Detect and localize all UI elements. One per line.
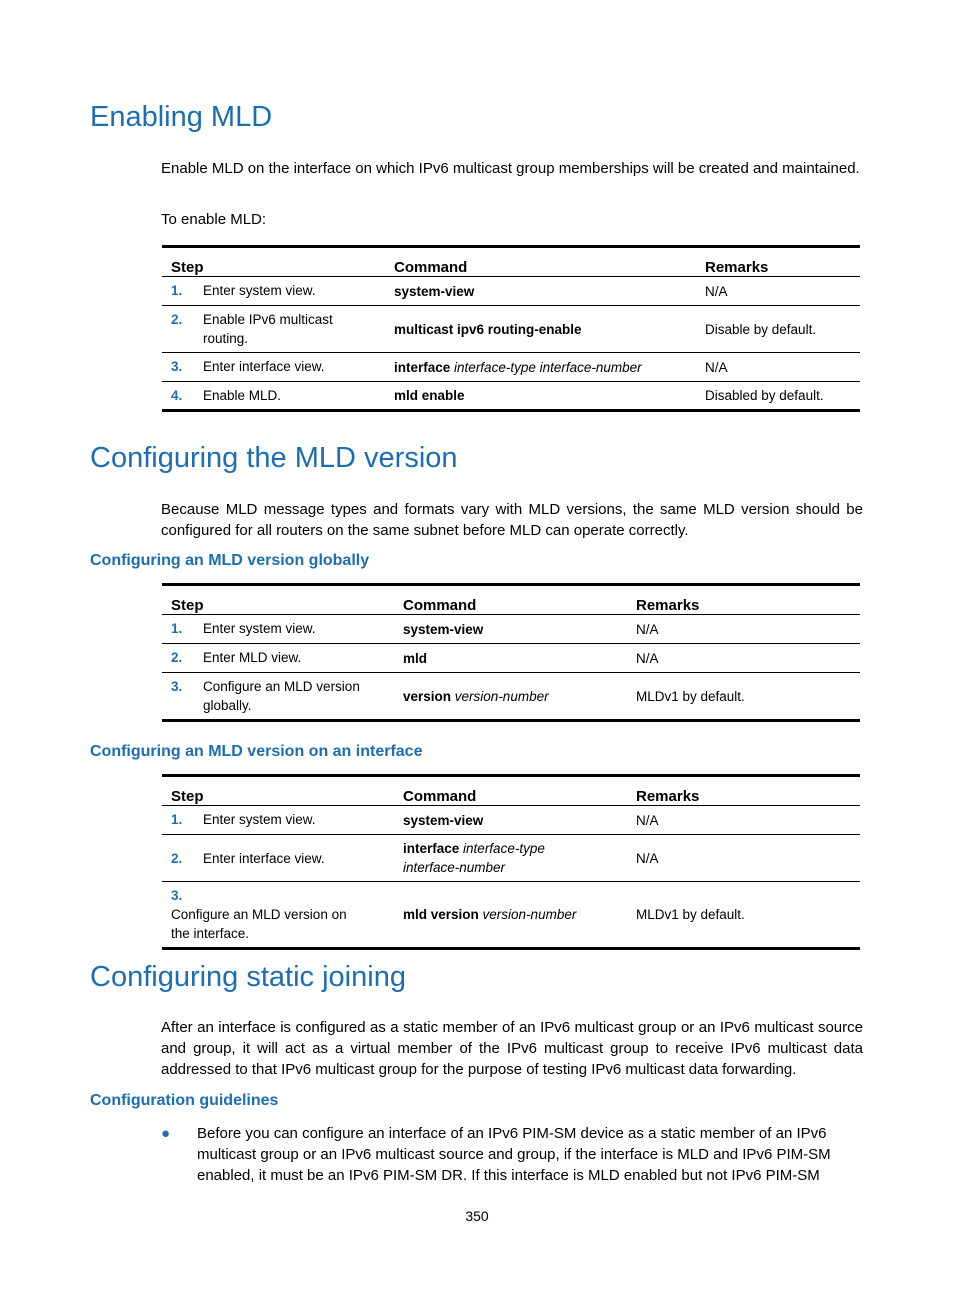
step-text: Enter MLD view. [203,650,302,665]
remarks-cell: N/A [627,644,860,673]
command-keyword: system-view [403,621,484,637]
command-keyword: interface [394,359,451,375]
command-keyword: version [403,688,452,704]
table-row [162,835,860,882]
table-row [162,673,860,721]
guideline-bullet [161,1123,863,1186]
remarks-cell: N/A [627,835,860,882]
header-command: Command [394,776,627,806]
table-row [162,882,860,949]
table-row [162,382,860,411]
step-text: Enable IPv6 multicast routing. [203,312,333,346]
step-number: 3. [171,679,183,694]
header-command: Command [385,247,696,277]
step-text: Enter system view. [203,621,316,636]
remarks-cell: N/A [696,353,860,382]
guideline-bullet-text: Before you can configure an interface of an IPv6 PIM-SM device as a static member of an IPv6 multicast group or an IPv6 multicast source and group, if the interface is MLD and IPv6 PIM-SM enabled, it must be an IPv6 PIM-SM DR. If this interface is MLD enabled but not IPv6 PIM-SM [197,1125,831,1184]
header-step: Step [162,776,394,806]
enabling-mld-paragraph: Enable MLD on the interface on which IPv6 multicast group memberships will be created and maintained. [161,160,860,177]
step-number: 2. [171,850,183,866]
heading-mld-version-interface: Configuring an MLD version on an interface [90,743,423,760]
step-number: 3. [171,888,183,903]
heading-mld-version-globally: Configuring an MLD version globally [90,552,370,569]
table-row [162,277,860,306]
command-keyword: mld version [403,907,479,922]
remarks-cell: Disabled by default. [696,382,860,411]
step-text: Enter system view. [203,812,316,827]
enabling-mld-intro: To enable MLD: [161,211,267,228]
step-text: Enable MLD. [203,388,282,403]
header-command: Command [394,585,627,615]
remarks-cell: N/A [636,812,659,828]
command-argument: version-number [482,907,577,922]
step-number: 1. [171,621,183,636]
static-joining-paragraph: After an interface is configured as a static member of an IPv6 multicast group or an IPv6 multicast source and group, it will act as a virtual member of the IPv6 multicast group to receive IPv6 multicast data addressed to that IPv6 multicast group for the purpose of testing IPv6 multicast data forwarding. [161,1019,863,1078]
remarks-cell: N/A [705,283,728,299]
heading-enabling-mld: Enabling MLD [90,101,273,133]
remarks-cell: N/A [636,621,659,637]
header-step: Step [162,247,385,277]
command-argument: interface-type interface-number [454,359,642,375]
bullet-icon: ● [161,1125,171,1142]
table-row [162,806,860,835]
page-number: 350 [465,1208,489,1224]
header-remarks: Remarks [696,247,860,277]
remarks-cell: MLDv1 by default. [627,882,860,949]
remarks-cell: Disable by default. [696,306,860,353]
remarks-cell: MLDv1 by default. [627,673,860,721]
step-number: 3. [171,359,183,374]
command-keyword: multicast ipv6 routing-enable [394,321,582,337]
table-row [162,353,860,382]
command-keyword: system-view [394,283,475,299]
step-number: 4. [171,388,183,403]
step-number: 1. [171,812,183,827]
step-text: Configure an MLD version on the interface. [171,907,347,941]
command-keyword: mld enable [394,388,465,403]
table-row [162,306,860,353]
step-text: Enter interface view. [203,850,325,866]
step-text: Configure an MLD version globally. [203,679,360,713]
step-number: 2. [171,312,183,327]
command-keyword: system-view [403,812,484,828]
heading-configuring-mld-version: Configuring the MLD version [90,442,458,474]
command-keyword: mld [403,650,428,666]
step-number: 2. [171,650,183,665]
mld-version-interface-table [162,774,860,950]
header-remarks: Remarks [627,585,860,615]
step-text: Enter interface view. [203,359,325,374]
mld-version-global-table [162,583,860,722]
step-number: 1. [171,283,183,298]
command-keyword: interface [403,841,460,856]
heading-configuration-guidelines: Configuration guidelines [90,1092,279,1109]
table-row [162,615,860,644]
header-step: Step [162,585,394,615]
command-argument: interface-type interface-number [403,841,545,875]
command-argument: version-number [454,688,549,704]
table-row [162,644,860,673]
enable-mld-table [162,245,860,412]
mld-version-paragraph: Because MLD message types and formats vary with MLD versions, the same MLD version should be configured for all routers on the same subnet before MLD can operate correctly. [161,501,863,539]
header-remarks: Remarks [627,776,860,806]
step-text: Enter system view. [203,283,316,298]
heading-configuring-static-joining: Configuring static joining [90,961,406,993]
